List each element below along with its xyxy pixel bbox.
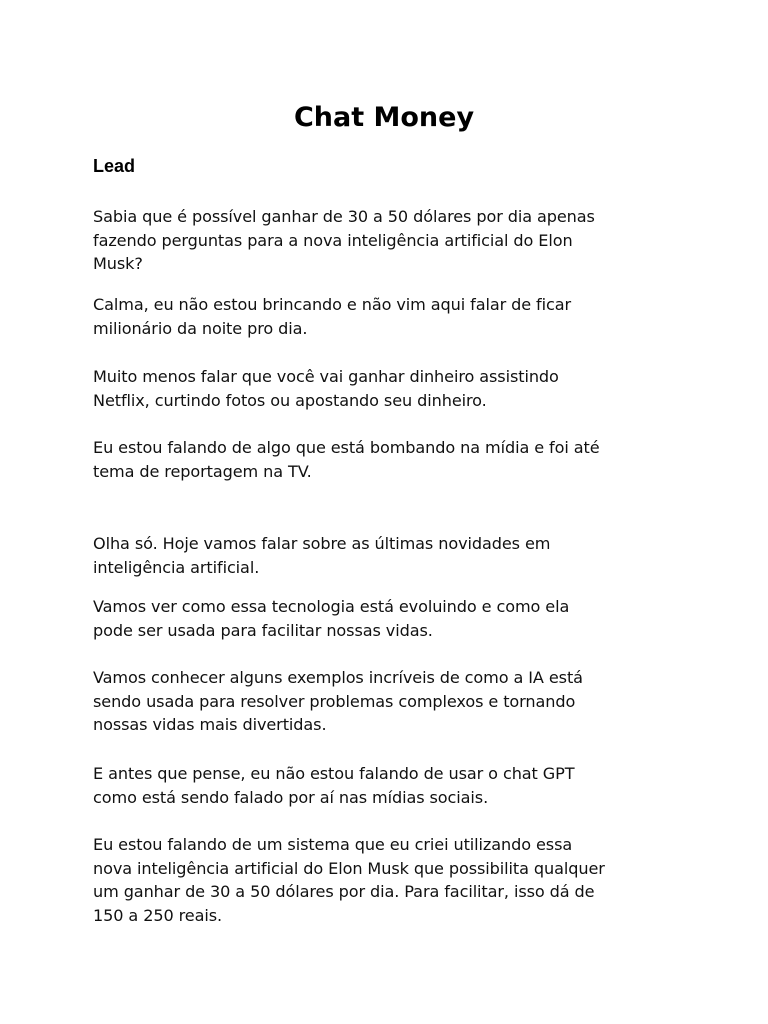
- paragraph: [93, 293, 693, 340]
- paragraph-line: milionário da noite pro dia.: [93, 318, 308, 338]
- paragraph-line: Musk?: [93, 254, 143, 273]
- paragraph-line: pode ser usada para facilitar nossas vidas.: [93, 620, 433, 640]
- paragraph-line: Vamos ver como essa tecnologia está evoluindo e como ela: [93, 597, 570, 616]
- paragraph-line: Netflix, curtindo fotos ou apostando seu dinheiro.: [93, 390, 487, 410]
- paragraph: [93, 666, 693, 737]
- paragraph-line: Vamos conhecer alguns exemplos incríveis de como a IA está: [93, 668, 583, 687]
- paragraph-line: E antes que pense, eu não estou falando de usar o chat GPT: [93, 764, 575, 783]
- section-heading: Lead: [93, 156, 136, 176]
- paragraph-line: Muito menos falar que você vai ganhar dinheiro assistindo: [93, 367, 559, 386]
- paragraph-line: tema de reportagem na TV.: [93, 461, 312, 481]
- paragraph: [93, 205, 693, 276]
- paragraph-line: sendo usada para resolver problemas complexos e tornando: [93, 691, 576, 711]
- paragraph-line: como está sendo falado por aí nas mídias sociais.: [93, 787, 489, 807]
- paragraph-line: nossas vidas mais divertidas.: [93, 715, 327, 734]
- paragraph-line: Eu estou falando de um sistema que eu criei utilizando essa: [93, 835, 573, 854]
- paragraph: [93, 436, 693, 483]
- paragraph-line: Olha só. Hoje vamos falar sobre as últimas novidades em: [93, 534, 551, 553]
- paragraph-line: Sabia que é possível ganhar de 30 a 50 dólares por dia apenas: [93, 207, 595, 226]
- document-title: Chat Money: [293, 102, 475, 133]
- paragraph-line: Calma, eu não estou brincando e não vim aqui falar de ficar: [93, 295, 572, 314]
- paragraph: [93, 365, 693, 412]
- paragraph-line: um ganhar de 30 a 50 dólares por dia. Para facilitar, isso dá de: [93, 882, 595, 901]
- paragraph-line: fazendo perguntas para a nova inteligência artificial do Elon: [93, 230, 573, 250]
- paragraph: [93, 762, 693, 809]
- paragraph: [93, 595, 693, 642]
- paragraph-line: 150 a 250 reais.: [93, 905, 223, 925]
- paragraph: [93, 833, 693, 927]
- paragraph: [93, 532, 693, 579]
- paragraph-line: Eu estou falando de algo que está bombando na mídia e foi até: [93, 438, 600, 457]
- paragraph-line: inteligência artificial.: [93, 557, 260, 577]
- paragraph-line: nova inteligência artificial do Elon Musk que possibilita qualquer: [93, 858, 605, 878]
